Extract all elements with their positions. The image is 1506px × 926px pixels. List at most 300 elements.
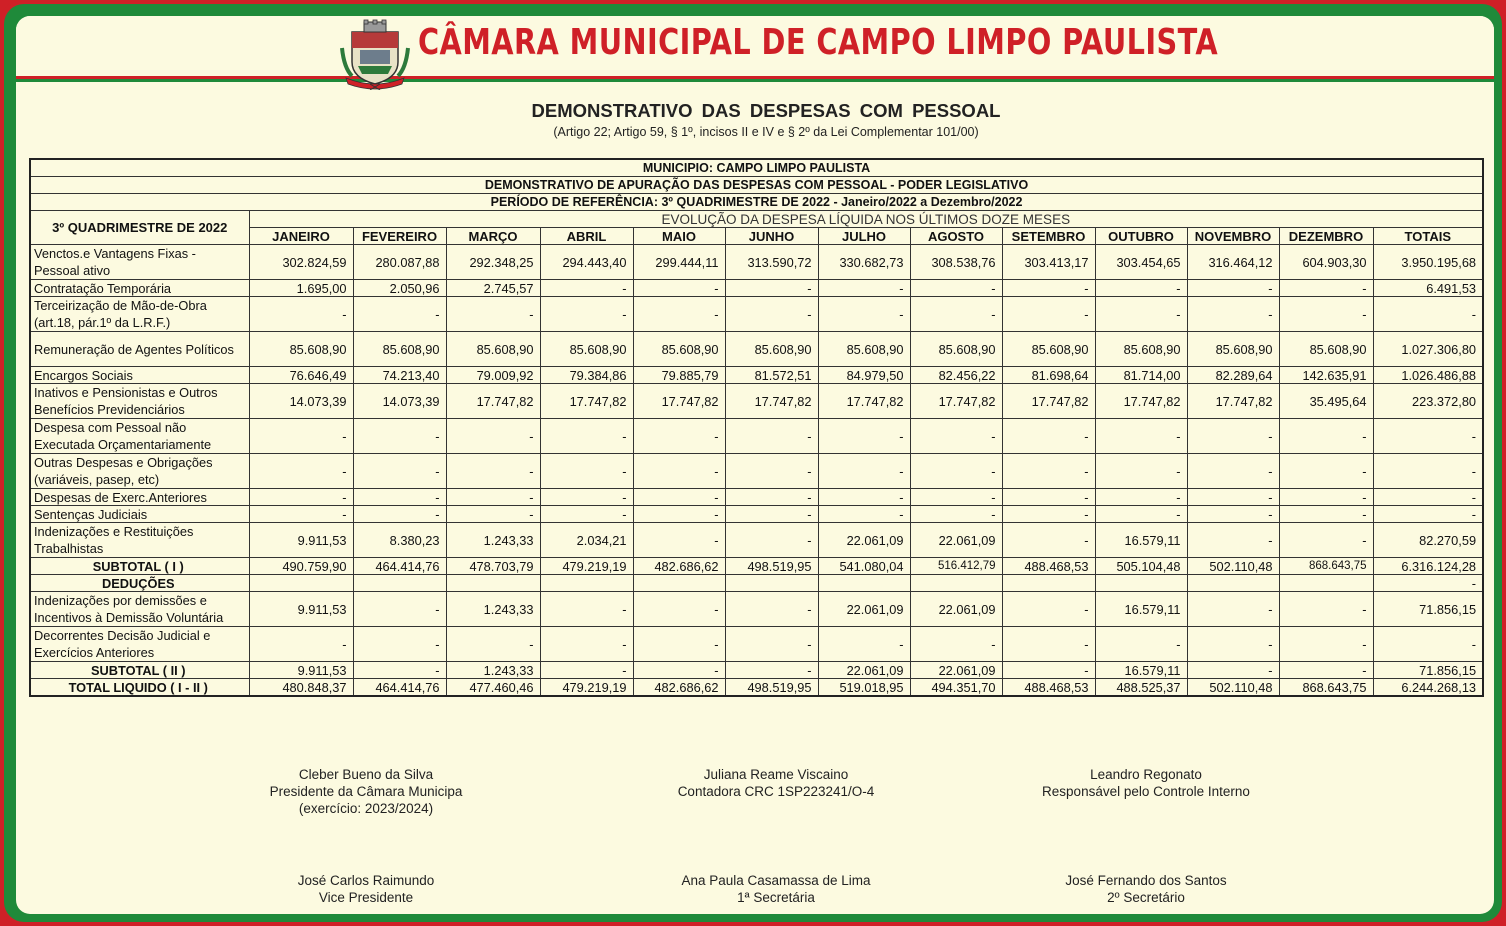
table-cell: 79.009,92 <box>446 367 540 384</box>
table-cell: 488.525,37 <box>1095 679 1187 697</box>
table-cell: 303.454,65 <box>1095 245 1187 280</box>
table-cell: - <box>725 592 818 627</box>
table-cell: 316.464,12 <box>1187 245 1279 280</box>
table-cell: - <box>249 506 353 523</box>
table-cell: - <box>446 506 540 523</box>
table-cell: - <box>910 297 1002 332</box>
table-cell: 1.695,00 <box>249 280 353 297</box>
document-page <box>16 16 1494 914</box>
table-cell: - <box>249 297 353 332</box>
table-cell: 22.061,09 <box>818 592 910 627</box>
table-cell: - <box>1002 454 1095 489</box>
table-cell: - <box>353 297 446 332</box>
table-cell: - <box>1373 627 1483 662</box>
document-title: DEMONSTRATIVO DAS DESPESAS COM PESSOAL <box>531 100 1001 121</box>
demonstrativo-row <box>30 177 1483 194</box>
table-cell: - <box>725 297 818 332</box>
table-cell: - <box>540 419 633 454</box>
table-cell: 85.608,90 <box>1187 332 1279 367</box>
table-cell: 330.682,73 <box>818 245 910 280</box>
table-cell: 6.244.268,13 <box>1373 679 1483 697</box>
signature-name: José Carlos Raimundo <box>297 873 435 888</box>
table-cell: 81.572,51 <box>725 367 818 384</box>
table-cell <box>540 575 633 592</box>
table-cell: 482.686,62 <box>633 558 725 575</box>
table-cell: 502.110,48 <box>1187 558 1279 575</box>
table-cell: - <box>910 627 1002 662</box>
table-cell: - <box>910 489 1002 506</box>
table-cell: - <box>446 297 540 332</box>
table-row <box>30 245 1483 280</box>
table-row <box>30 558 1483 575</box>
table-cell: - <box>353 454 446 489</box>
table-cell: - <box>1187 454 1279 489</box>
table-cell: 85.608,90 <box>633 332 725 367</box>
column-header: JANEIRO <box>249 228 353 245</box>
table-cell: - <box>910 280 1002 297</box>
row-label: Contratação Temporária <box>30 280 249 297</box>
table-cell: 82.289,64 <box>1187 367 1279 384</box>
table-cell <box>249 575 353 592</box>
row-label: Outras Despesas e Obrigações (variáveis, pasep, etc) <box>30 454 249 489</box>
table-cell: 604.903,30 <box>1279 245 1373 280</box>
evolucao-label: EVOLUÇÃO DA DESPESA LÍQUIDA NOS ÚLTIMOS DOZE MESES <box>249 211 1483 228</box>
table-cell: - <box>818 627 910 662</box>
signature-name: Leandro Regonato <box>1090 767 1202 782</box>
column-header: TOTAIS <box>1373 228 1483 245</box>
table-row <box>30 384 1483 419</box>
row-label: Indenizações e Restituições Trabalhistas <box>30 523 249 558</box>
table-cell: 85.608,90 <box>540 332 633 367</box>
table-cell: - <box>1373 575 1483 592</box>
table-row <box>30 419 1483 454</box>
table-cell: 16.579,11 <box>1095 662 1187 679</box>
table-cell: 299.444,11 <box>633 245 725 280</box>
column-header: OUTUBRO <box>1095 228 1187 245</box>
table-cell: 6.491,53 <box>1373 280 1483 297</box>
table-row <box>30 367 1483 384</box>
row-label: Sentenças Judiciais <box>30 506 249 523</box>
table-cell: - <box>725 280 818 297</box>
table-cell: 1.026.486,88 <box>1373 367 1483 384</box>
table-cell: - <box>540 489 633 506</box>
signature-name: José Fernando dos Santos <box>1065 873 1227 888</box>
table-cell: - <box>633 489 725 506</box>
table-cell: 142.635,91 <box>1279 367 1373 384</box>
table-cell: - <box>1187 297 1279 332</box>
table-cell: 85.608,90 <box>353 332 446 367</box>
row-label: TOTAL LIQUIDO ( I - II ) <box>30 679 249 697</box>
table-cell: 1.243,33 <box>446 662 540 679</box>
table-cell <box>818 575 910 592</box>
table-cell: - <box>725 627 818 662</box>
table-cell: 22.061,09 <box>910 523 1002 558</box>
table-cell: - <box>1187 627 1279 662</box>
signature-name: Juliana Reame Viscaino <box>703 767 849 782</box>
table-cell: 868.643,75 <box>1279 558 1373 575</box>
table-cell: 16.579,11 <box>1095 523 1187 558</box>
table-cell: 84.979,50 <box>818 367 910 384</box>
table-cell: 516.412,79 <box>910 558 1002 575</box>
table-cell: 85.608,90 <box>1002 332 1095 367</box>
signature-role: 2º Secretário <box>1107 890 1185 905</box>
table-cell: 308.538,76 <box>910 245 1002 280</box>
table-cell: 76.646,49 <box>249 367 353 384</box>
table-cell: 477.460,46 <box>446 679 540 697</box>
table-cell: - <box>910 419 1002 454</box>
signature-block <box>1031 766 1261 800</box>
table-cell: - <box>1279 489 1373 506</box>
table-cell: - <box>725 662 818 679</box>
table-cell: - <box>540 592 633 627</box>
table-cell: 6.316.124,28 <box>1373 558 1483 575</box>
table-cell: 464.414,76 <box>353 558 446 575</box>
table-cell: - <box>540 454 633 489</box>
institution-title: CÂMARA MUNICIPAL DE CAMPO LIMPO PAULISTA <box>418 22 1219 63</box>
table-cell: 85.608,90 <box>446 332 540 367</box>
table-cell: 14.073,39 <box>353 384 446 419</box>
table-cell: 17.747,82 <box>1095 384 1187 419</box>
table-cell: 16.579,11 <box>1095 592 1187 627</box>
table-cell: - <box>633 627 725 662</box>
column-header: MARÇO <box>446 228 540 245</box>
table-cell: 494.351,70 <box>910 679 1002 697</box>
table-cell: 488.468,53 <box>1002 558 1095 575</box>
header-divider <box>16 79 1494 82</box>
table-cell: - <box>725 454 818 489</box>
table-cell: 17.747,82 <box>540 384 633 419</box>
table-cell: 479.219,19 <box>540 679 633 697</box>
row-label: Remuneração de Agentes Políticos <box>30 332 249 367</box>
table-cell: 22.061,09 <box>818 662 910 679</box>
table-cell: - <box>633 419 725 454</box>
table-cell <box>446 575 540 592</box>
table-cell: - <box>818 419 910 454</box>
table-cell: 280.087,88 <box>353 245 446 280</box>
table-cell: 85.608,90 <box>1279 332 1373 367</box>
table-cell: 488.468,53 <box>1002 679 1095 697</box>
table-cell: - <box>1187 489 1279 506</box>
evolucao-row <box>30 211 1483 228</box>
table-cell <box>1187 575 1279 592</box>
table-cell: 9.911,53 <box>249 662 353 679</box>
table-cell: 22.061,09 <box>910 592 1002 627</box>
table-row <box>30 592 1483 627</box>
table-cell: - <box>249 489 353 506</box>
table-cell: - <box>1279 454 1373 489</box>
table-cell: - <box>633 592 725 627</box>
table-cell <box>1095 575 1187 592</box>
table-cell: - <box>446 627 540 662</box>
signature-block <box>251 766 481 817</box>
table-cell: 490.759,90 <box>249 558 353 575</box>
table-row <box>30 332 1483 367</box>
table-cell: 1.027.306,80 <box>1373 332 1483 367</box>
table-row <box>30 506 1483 523</box>
table-cell: - <box>1095 454 1187 489</box>
table-cell: - <box>725 419 818 454</box>
table-cell: - <box>1373 419 1483 454</box>
table-cell: 9.911,53 <box>249 592 353 627</box>
signature-role: 1ª Secretária <box>737 890 815 905</box>
signature-name: Ana Paula Casamassa de Lima <box>681 873 871 888</box>
table-cell: - <box>249 419 353 454</box>
table-cell: 292.348,25 <box>446 245 540 280</box>
table-cell: 303.413,17 <box>1002 245 1095 280</box>
column-header: DEZEMBRO <box>1279 228 1373 245</box>
table-cell: - <box>1279 592 1373 627</box>
row-label: Encargos Sociais <box>30 367 249 384</box>
table-cell: - <box>1279 506 1373 523</box>
table-cell <box>633 575 725 592</box>
table-cell: - <box>446 419 540 454</box>
table-cell: - <box>1187 506 1279 523</box>
table-cell: - <box>1095 489 1187 506</box>
signature-name: Cleber Bueno da Silva <box>298 767 434 782</box>
table-cell: 71.856,15 <box>1373 662 1483 679</box>
table-cell: 17.747,82 <box>725 384 818 419</box>
table-cell: - <box>1279 627 1373 662</box>
table-cell: - <box>1095 627 1187 662</box>
table-cell: 2.745,57 <box>446 280 540 297</box>
table-row <box>30 297 1483 332</box>
table-cell: - <box>249 454 353 489</box>
table-cell: - <box>1373 454 1483 489</box>
table-cell: 71.856,15 <box>1373 592 1483 627</box>
table-cell: 17.747,82 <box>446 384 540 419</box>
table-cell: - <box>1002 297 1095 332</box>
table-cell: 505.104,48 <box>1095 558 1187 575</box>
table-cell: - <box>540 297 633 332</box>
table-cell: 85.608,90 <box>725 332 818 367</box>
table-cell: - <box>1187 592 1279 627</box>
table-row <box>30 454 1483 489</box>
table-row <box>30 575 1483 592</box>
column-header: ABRIL <box>540 228 633 245</box>
table-cell: 480.848,37 <box>249 679 353 697</box>
table-cell: - <box>633 280 725 297</box>
row-label: Despesas de Exerc.Anteriores <box>30 489 249 506</box>
table-cell: - <box>1279 419 1373 454</box>
table-cell: 519.018,95 <box>818 679 910 697</box>
table-cell: - <box>540 280 633 297</box>
table-cell: 17.747,82 <box>818 384 910 419</box>
table-cell: 82.456,22 <box>910 367 1002 384</box>
table-cell: 81.698,64 <box>1002 367 1095 384</box>
table-cell: - <box>633 662 725 679</box>
table-cell: 498.519,95 <box>725 679 818 697</box>
table-cell: - <box>540 627 633 662</box>
municipio-label: MUNICIPIO: CAMPO LIMPO PAULISTA <box>30 159 1483 177</box>
document-subtitle: (Artigo 22; Artigo 59, § 1º, incisos II e IV e § 2º da Lei Complementar 101/00) <box>553 125 979 139</box>
column-header: MAIO <box>633 228 725 245</box>
table-cell: - <box>1373 297 1483 332</box>
table-cell: - <box>1373 506 1483 523</box>
table-cell: - <box>1095 419 1187 454</box>
table-cell: - <box>910 506 1002 523</box>
table-cell: - <box>353 419 446 454</box>
row-label: Inativos e Pensionistas e Outros Benefícios Previdenciários <box>30 384 249 419</box>
table-cell: 2.050,96 <box>353 280 446 297</box>
periodo-label: PERÍODO DE REFERÊNCIA: 3º QUADRIMESTRE DE 2022 - Janeiro/2022 a Dezembro/2022 <box>30 194 1483 211</box>
table-cell: - <box>446 454 540 489</box>
table-cell: - <box>353 489 446 506</box>
table-cell: - <box>1187 419 1279 454</box>
table-cell: 8.380,23 <box>353 523 446 558</box>
row-label: Despesa com Pessoal não Executada Orçamentariamente <box>30 419 249 454</box>
table-cell: - <box>540 662 633 679</box>
table-cell: - <box>1095 506 1187 523</box>
row-label: SUBTOTAL ( I ) <box>30 558 249 575</box>
table-cell <box>1002 575 1095 592</box>
table-row <box>30 489 1483 506</box>
table-cell: 14.073,39 <box>249 384 353 419</box>
table-cell: - <box>1187 523 1279 558</box>
table-row <box>30 662 1483 679</box>
periodo-row <box>30 194 1483 211</box>
table-cell: 85.608,90 <box>818 332 910 367</box>
column-header: JUNHO <box>725 228 818 245</box>
table-cell: - <box>249 627 353 662</box>
row-label: SUBTOTAL ( II ) <box>30 662 249 679</box>
table-cell: - <box>1373 489 1483 506</box>
table-cell: - <box>1187 280 1279 297</box>
table-cell: - <box>1002 592 1095 627</box>
table-cell: - <box>353 662 446 679</box>
table-cell: 85.608,90 <box>1095 332 1187 367</box>
column-header: SETEMBRO <box>1002 228 1095 245</box>
table-cell: 1.243,33 <box>446 523 540 558</box>
table-cell: - <box>818 506 910 523</box>
table-cell: 79.885,79 <box>633 367 725 384</box>
green-border <box>4 4 1502 922</box>
table-cell: - <box>1002 662 1095 679</box>
table-cell: 502.110,48 <box>1187 679 1279 697</box>
table-cell <box>725 575 818 592</box>
table-cell: 17.747,82 <box>633 384 725 419</box>
signature-role: Contadora CRC 1SP223241/O-4 <box>677 784 875 799</box>
table-cell: - <box>1002 280 1095 297</box>
table-row <box>30 627 1483 662</box>
column-header: JULHO <box>818 228 910 245</box>
table-cell: 479.219,19 <box>540 558 633 575</box>
table-cell: 17.747,82 <box>1002 384 1095 419</box>
table-cell: 81.714,00 <box>1095 367 1187 384</box>
table-cell: - <box>818 489 910 506</box>
table-cell: 868.643,75 <box>1279 679 1373 697</box>
table-cell: - <box>1002 627 1095 662</box>
table-row <box>30 523 1483 558</box>
table-cell: 82.270,59 <box>1373 523 1483 558</box>
coat-of-arms-icon <box>338 18 412 90</box>
table-cell: 541.080,04 <box>818 558 910 575</box>
table-cell: - <box>633 297 725 332</box>
table-cell: - <box>1002 506 1095 523</box>
row-label: Indenizações por demissões e Incentivos à Demissão Voluntária <box>30 592 249 627</box>
table-cell: 9.911,53 <box>249 523 353 558</box>
table-cell: 3.950.195,68 <box>1373 245 1483 280</box>
table-cell: - <box>1095 297 1187 332</box>
table-cell: 498.519,95 <box>725 558 818 575</box>
demonstrativo-label: DEMONSTRATIVO DE APURAÇÃO DAS DESPESAS COM PESSOAL - PODER LEGISLATIVO <box>30 177 1483 194</box>
column-header: AGOSTO <box>910 228 1002 245</box>
signature-block <box>1031 872 1261 906</box>
table-cell <box>910 575 1002 592</box>
table-cell: - <box>633 454 725 489</box>
table-cell: 17.747,82 <box>910 384 1002 419</box>
signature-role: Vice Presidente <box>318 890 414 905</box>
table-cell: - <box>725 523 818 558</box>
table-cell: - <box>1279 297 1373 332</box>
signature-block <box>661 872 891 906</box>
table-cell: - <box>353 592 446 627</box>
table-cell: 17.747,82 <box>1187 384 1279 419</box>
table-cell: 464.414,76 <box>353 679 446 697</box>
signature-role: Presidente da Câmara Municipa <box>269 784 463 799</box>
table-cell: - <box>1279 523 1373 558</box>
signature-block <box>251 872 481 906</box>
row-label: Terceirização de Mão-de-Obra (art.18, pár.1º da L.R.F.) <box>30 297 249 332</box>
table-cell: 294.443,40 <box>540 245 633 280</box>
table-cell: - <box>1002 489 1095 506</box>
table-cell: 79.384,86 <box>540 367 633 384</box>
table-cell: 35.495,64 <box>1279 384 1373 419</box>
table-cell: 85.608,90 <box>249 332 353 367</box>
table-cell: 313.590,72 <box>725 245 818 280</box>
table-cell: 22.061,09 <box>910 662 1002 679</box>
table-cell: 478.703,79 <box>446 558 540 575</box>
table-cell <box>353 575 446 592</box>
municipio-row <box>30 159 1483 177</box>
table-cell: 223.372,80 <box>1373 384 1483 419</box>
signature-block <box>661 766 891 800</box>
table-cell: 85.608,90 <box>910 332 1002 367</box>
table-cell: - <box>725 489 818 506</box>
table-cell <box>1279 575 1373 592</box>
table-cell: - <box>353 506 446 523</box>
table-cell: - <box>633 523 725 558</box>
table-row <box>30 679 1483 697</box>
table-cell: - <box>353 627 446 662</box>
table-cell: - <box>910 454 1002 489</box>
expense-table <box>29 158 1484 697</box>
table-cell: - <box>1002 523 1095 558</box>
column-header: FEVEREIRO <box>353 228 446 245</box>
table-cell: - <box>1002 419 1095 454</box>
table-cell: 74.213,40 <box>353 367 446 384</box>
row-label: Decorrentes Decisão Judicial e Exercícios Anteriores <box>30 627 249 662</box>
table-cell: 1.243,33 <box>446 592 540 627</box>
signature-role: Responsável pelo Controle Interno <box>1042 784 1250 799</box>
table-row <box>30 280 1483 297</box>
table-cell: - <box>540 506 633 523</box>
table-cell: 22.061,09 <box>818 523 910 558</box>
table-cell: 2.034,21 <box>540 523 633 558</box>
table-cell: - <box>725 506 818 523</box>
table-cell: 482.686,62 <box>633 679 725 697</box>
table-cell: - <box>633 506 725 523</box>
row-label: Venctos.e Vantagens Fixas - Pessoal ativo <box>30 245 249 280</box>
table-cell: 302.824,59 <box>249 245 353 280</box>
table-cell: - <box>1279 662 1373 679</box>
row-label: DEDUÇÕES <box>30 575 249 592</box>
table-cell: - <box>1095 280 1187 297</box>
table-cell: - <box>1187 662 1279 679</box>
table-cell: - <box>1279 280 1373 297</box>
quadrimestre-label: 3º QUADRIMESTRE DE 2022 <box>30 211 249 245</box>
table-cell: - <box>818 297 910 332</box>
table-cell: - <box>818 280 910 297</box>
